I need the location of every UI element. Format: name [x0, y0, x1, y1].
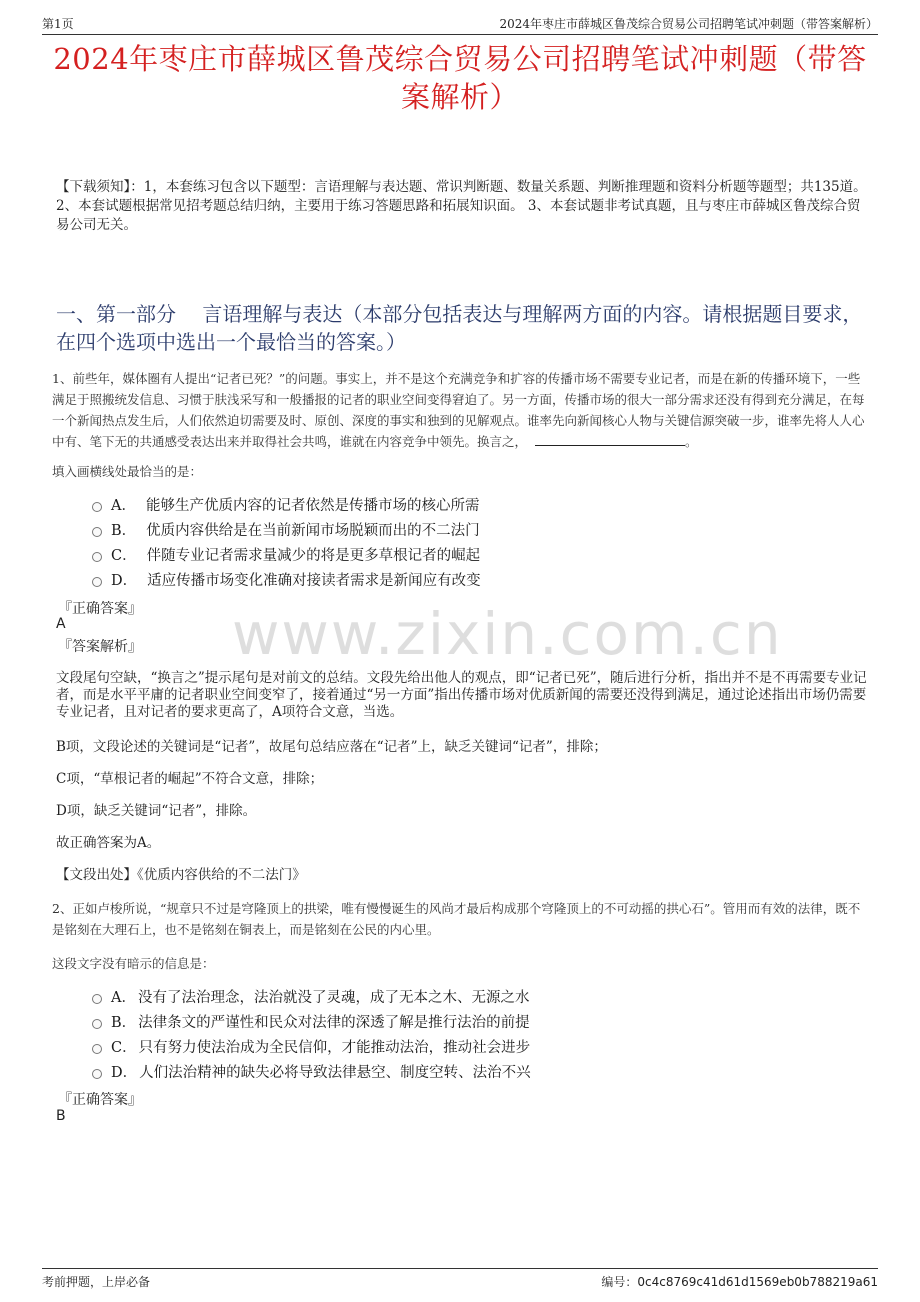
code-label: 编号：	[601, 1275, 638, 1289]
option-text: 伴随专业记者需求量减少的将是更多草根记者的崛起	[146, 548, 481, 564]
question-1-body: 1、前些年，媒体圈有人提出“记者已死？”的问题。事实上，并不是这个充满竞争和扩容的传播市场不需要专业记者，而是在新的传播环境下，一些满足于照搬统发信息、习惯于肤浅采写和一般播报的记者的职业空间变得窘迫了。另一方面，传播市场的很大一部分需求还没有得到充分满足，在每一个新闻热点发生后，人们依然迫切需要及时、原创、深度的事实和独到的见解观点。谁率先向新闻核心人物与关键信源突破一步，谁率先将人人心中有、笔下无的共通感受表达出来并取得社会共鸣，谁就在内容竞争中领先。换言之，	[52, 371, 865, 449]
correct-answer-label: 『正确答案』	[58, 601, 142, 617]
analysis-label: 『答案解析』	[58, 639, 142, 655]
radio-icon[interactable]	[92, 552, 102, 562]
header-doc-title: 2024年枣庄市薛城区鲁茂综合贸易公司招聘笔试冲刺题（带答案解析）	[499, 17, 878, 31]
page-number: 第1页	[42, 17, 74, 31]
document-title: 2024年枣庄市薛城区鲁茂综合贸易公司招聘笔试冲刺题（带答案解析）	[53, 42, 867, 114]
analysis-option-b: B项，文段论述的关键词是“记者”，故尾句总结应落在“记者”上，缺乏关键词“记者”，排除；	[56, 739, 607, 755]
option-key: D．	[111, 1065, 138, 1081]
question-2-options	[92, 984, 531, 1084]
download-notice: 【下载须知】：1，本套练习包含以下题型：言语理解与表达题、常识判断题、数量关系题、判断推理题和资料分析题等题型；共135道。 2、本套试题根据常见招考题总结归纳，主要用于练习答题思路和拓展知识面。 3、本套试题非考试真题，且与枣庄市薛城区鲁茂综合贸易公司无关。	[56, 179, 867, 233]
option-text: 法律条文的严谨性和民众对法律的深透了解是推行法治的前提	[138, 1015, 530, 1031]
correct-answer: A	[56, 616, 66, 632]
radio-icon[interactable]	[92, 502, 102, 512]
question-1-options	[92, 492, 481, 592]
option-a[interactable]	[92, 984, 531, 1009]
radio-icon[interactable]	[92, 1069, 102, 1079]
page-footer	[42, 1268, 878, 1290]
source-note: 【文段出处】《优质内容供给的不二法门》	[56, 867, 306, 883]
option-key: B．	[111, 1015, 137, 1031]
option-d[interactable]	[92, 1059, 531, 1084]
correct-answer-label: 『正确答案』	[58, 1092, 142, 1108]
option-b[interactable]	[92, 517, 481, 542]
radio-icon[interactable]	[92, 577, 102, 587]
option-key: B．	[111, 523, 137, 539]
document-code	[601, 1273, 878, 1290]
option-text: 适应传播市场变化准确对接读者需求是新闻应有改变	[147, 573, 481, 589]
option-a[interactable]	[92, 492, 481, 517]
option-c[interactable]	[92, 542, 481, 567]
correct-answer: B	[56, 1108, 66, 1124]
question-2-prompt: 这段文字没有暗示的信息是：	[52, 956, 215, 971]
analysis-option-c: C项，“草根记者的崛起”不符合文意，排除；	[56, 771, 324, 787]
radio-icon[interactable]	[92, 527, 102, 537]
footer-slogan: 考前押题，上岸必备	[42, 1275, 151, 1289]
option-text: 人们法治精神的缺失必将导致法律悬空、制度空转、法治不兴	[139, 1065, 531, 1081]
radio-icon[interactable]	[92, 1044, 102, 1054]
option-key: C．	[111, 548, 137, 564]
question-2-text: 2、正如卢梭所说，“规章只不过是穹隆顶上的拱梁，唯有慢慢诞生的风尚才最后构成那个穹隆顶上的不可动摇的拱心石”。管用而有效的法律，既不是铭刻在大理石上，也不是铭刻在铜表上，而是铭刻在公民的内心里。	[52, 901, 861, 937]
question-1-prompt: 填入画横线处最恰当的是：	[52, 464, 203, 479]
option-text: 只有努力使法治成为全民信仰，才能推动法治，推动社会进步	[138, 1040, 531, 1056]
watermark: www.zixin.com.cn	[232, 600, 783, 668]
option-text: 优质内容供给是在当前新闻市场脱颖而出的不二法门	[146, 523, 480, 539]
question-1-text	[52, 368, 868, 452]
option-b[interactable]	[92, 1009, 531, 1034]
section-title: 一、第一部分 言语理解与表达（本部分包括表达与理解两方面的内容。请根据题目要求，在四个选项中选出一个最恰当的答案。）	[56, 302, 863, 354]
option-text: 没有了法治理念，法治就没了灵魂，成了无本之木、无源之水	[137, 990, 530, 1006]
page-header	[42, 10, 878, 35]
radio-icon[interactable]	[92, 994, 102, 1004]
question-1-end: 。	[685, 434, 698, 449]
analysis-option-d: D项，缺乏关键词“记者”，排除。	[56, 803, 257, 819]
option-text: 能够生产优质内容的记者依然是传播市场的核心所需	[145, 498, 480, 514]
answer-blank	[535, 432, 685, 446]
option-key: A．	[111, 498, 136, 514]
option-key: D．	[111, 573, 138, 589]
option-key: C．	[111, 1040, 137, 1056]
option-key: A．	[111, 990, 136, 1006]
option-c[interactable]	[92, 1034, 531, 1059]
analysis-conclusion: 故正确答案为A。	[56, 835, 161, 851]
code-value: 0c4c8769c41d61d1569eb0b788219a61	[637, 1275, 878, 1289]
radio-icon[interactable]	[92, 1019, 102, 1029]
option-d[interactable]	[92, 567, 481, 592]
analysis-paragraph: 文段尾句空缺，“换言之”提示尾句是对前文的总结。文段先给出他人的观点，即“记者已死”，随后进行分析，指出并不是不再需要专业记者，而是水平平庸的记者职业空间变窄了，接着通过“另一方面”指出传播市场对优质新闻的需要还没得到满足，通过论述指出市场仍需要专业记者，且对记者的要求更高了，A项符合文意，当选。	[56, 670, 867, 720]
